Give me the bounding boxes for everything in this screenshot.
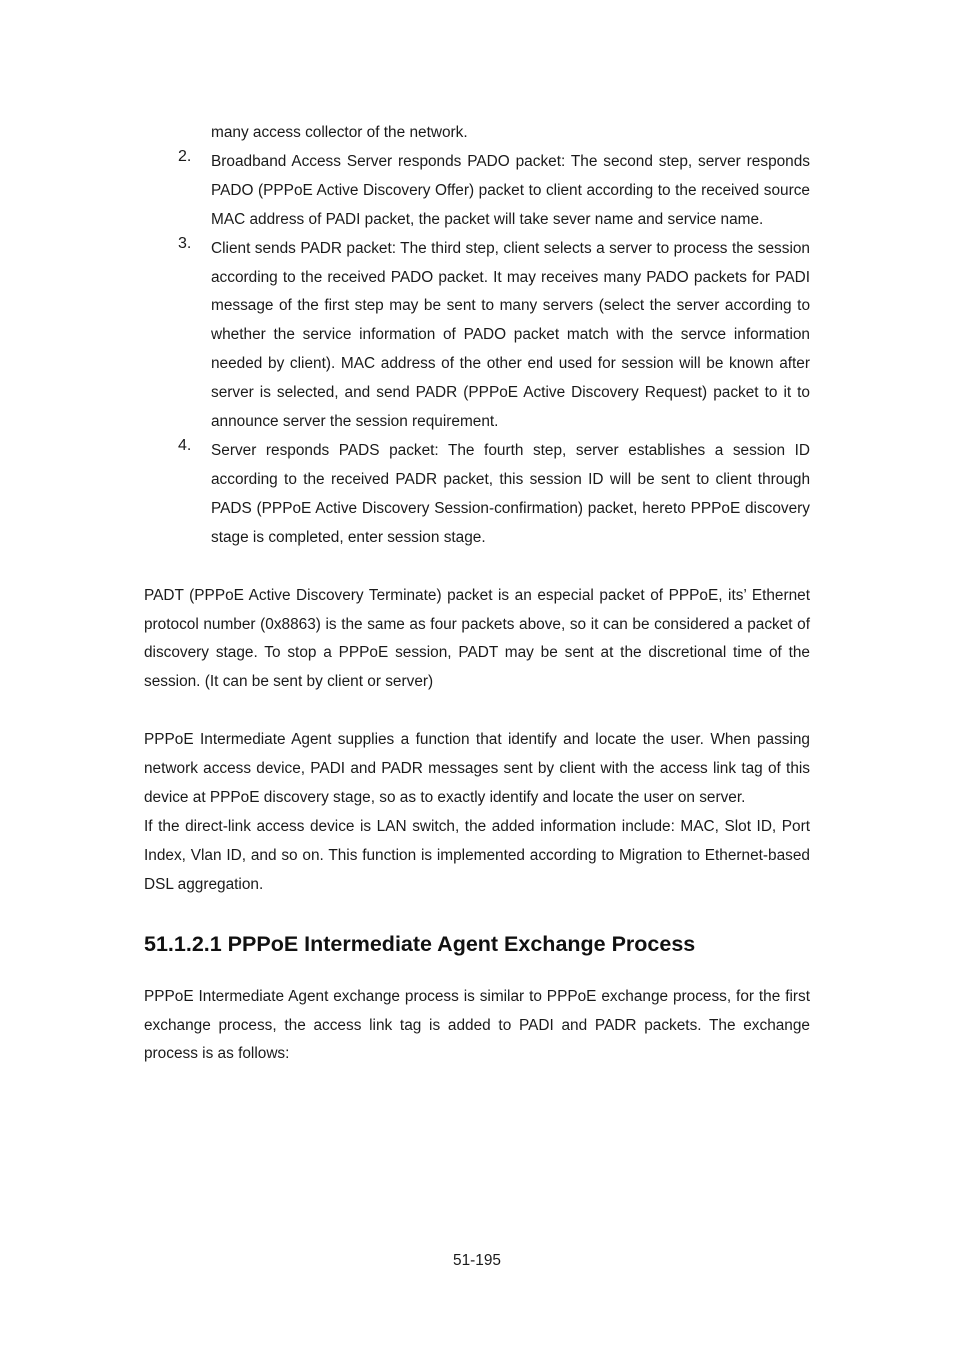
list-number: 3. <box>178 234 192 252</box>
agent-paragraph-lan: If the direct-link access device is LAN switch, the added information include: MAC, Slot ID, Port Index, Vlan ID, and so on. This function is implemented according to Migration to Ethernet-based DSL aggregation. <box>144 817 810 893</box>
spacer <box>144 900 810 929</box>
list-item <box>144 235 810 437</box>
spacer <box>144 697 810 726</box>
list-number: 2. <box>178 147 192 165</box>
list-text: Server responds PADS packet: The fourth step, server establishes a session ID according to the received PADR packet, this session ID will be sent to client through PADS (PPPoE Active Discovery Session-confirmation) packet, hereto PPPoE discovery stage is completed, enter session stage. <box>211 441 810 546</box>
list-continuation: many access collector of the network. <box>211 124 468 141</box>
spacer <box>144 959 810 983</box>
list-text: Broadband Access Server responds PADO packet: The second step, server responds PADO (PPPoE Active Discovery Offer) packet to client according to the received source MAC address of PADI packet, the packet will take sever name and service name. <box>211 152 810 228</box>
list-item <box>144 148 810 235</box>
section-heading: 51.1.2.1 PPPoE Intermediate Agent Exchange Process <box>144 931 696 956</box>
page-number: 51-195 <box>453 1252 501 1269</box>
agent-paragraph: PPPoE Intermediate Agent supplies a function that identify and locate the user. When passing network access device, PADI and PADR messages sent by client with the access link tag of this device at PPPoE discovery stage, so as to exactly identify and locate the user on server. <box>144 731 810 807</box>
list-text: Client sends PADR packet: The third step, client selects a server to process the session according to the received PADO packet. It may receives many PADO packets for PADI message of the first step may be sent to many servers (select the server according to whether the service information of PADO packet match with the servce information needed by client). MAC address of the other end used for session will be known after server is selected, and send PADR (PPPoE Active Discovery Request) packet to it to announce server the session requirement. <box>211 239 810 431</box>
list-number: 4. <box>178 436 192 454</box>
list-item <box>144 437 810 553</box>
padt-paragraph: PADT (PPPoE Active Discovery Terminate) packet is an especial packet of PPPoE, its’ Ethernet protocol number (0x8863) is the same as four packets above, so it can be considered a packet of discovery stage. To stop a PPPoE session, PADT may be sent at the discretional time of the session. (It can be sent by client or server) <box>144 586 810 691</box>
spacer <box>144 553 810 582</box>
exchange-paragraph: PPPoE Intermediate Agent exchange process is similar to PPPoE exchange process, for the first exchange process, the access link tag is added to PADI and PADR packets. The exchange process is as follows: <box>144 987 810 1063</box>
page-body <box>144 119 810 1069</box>
